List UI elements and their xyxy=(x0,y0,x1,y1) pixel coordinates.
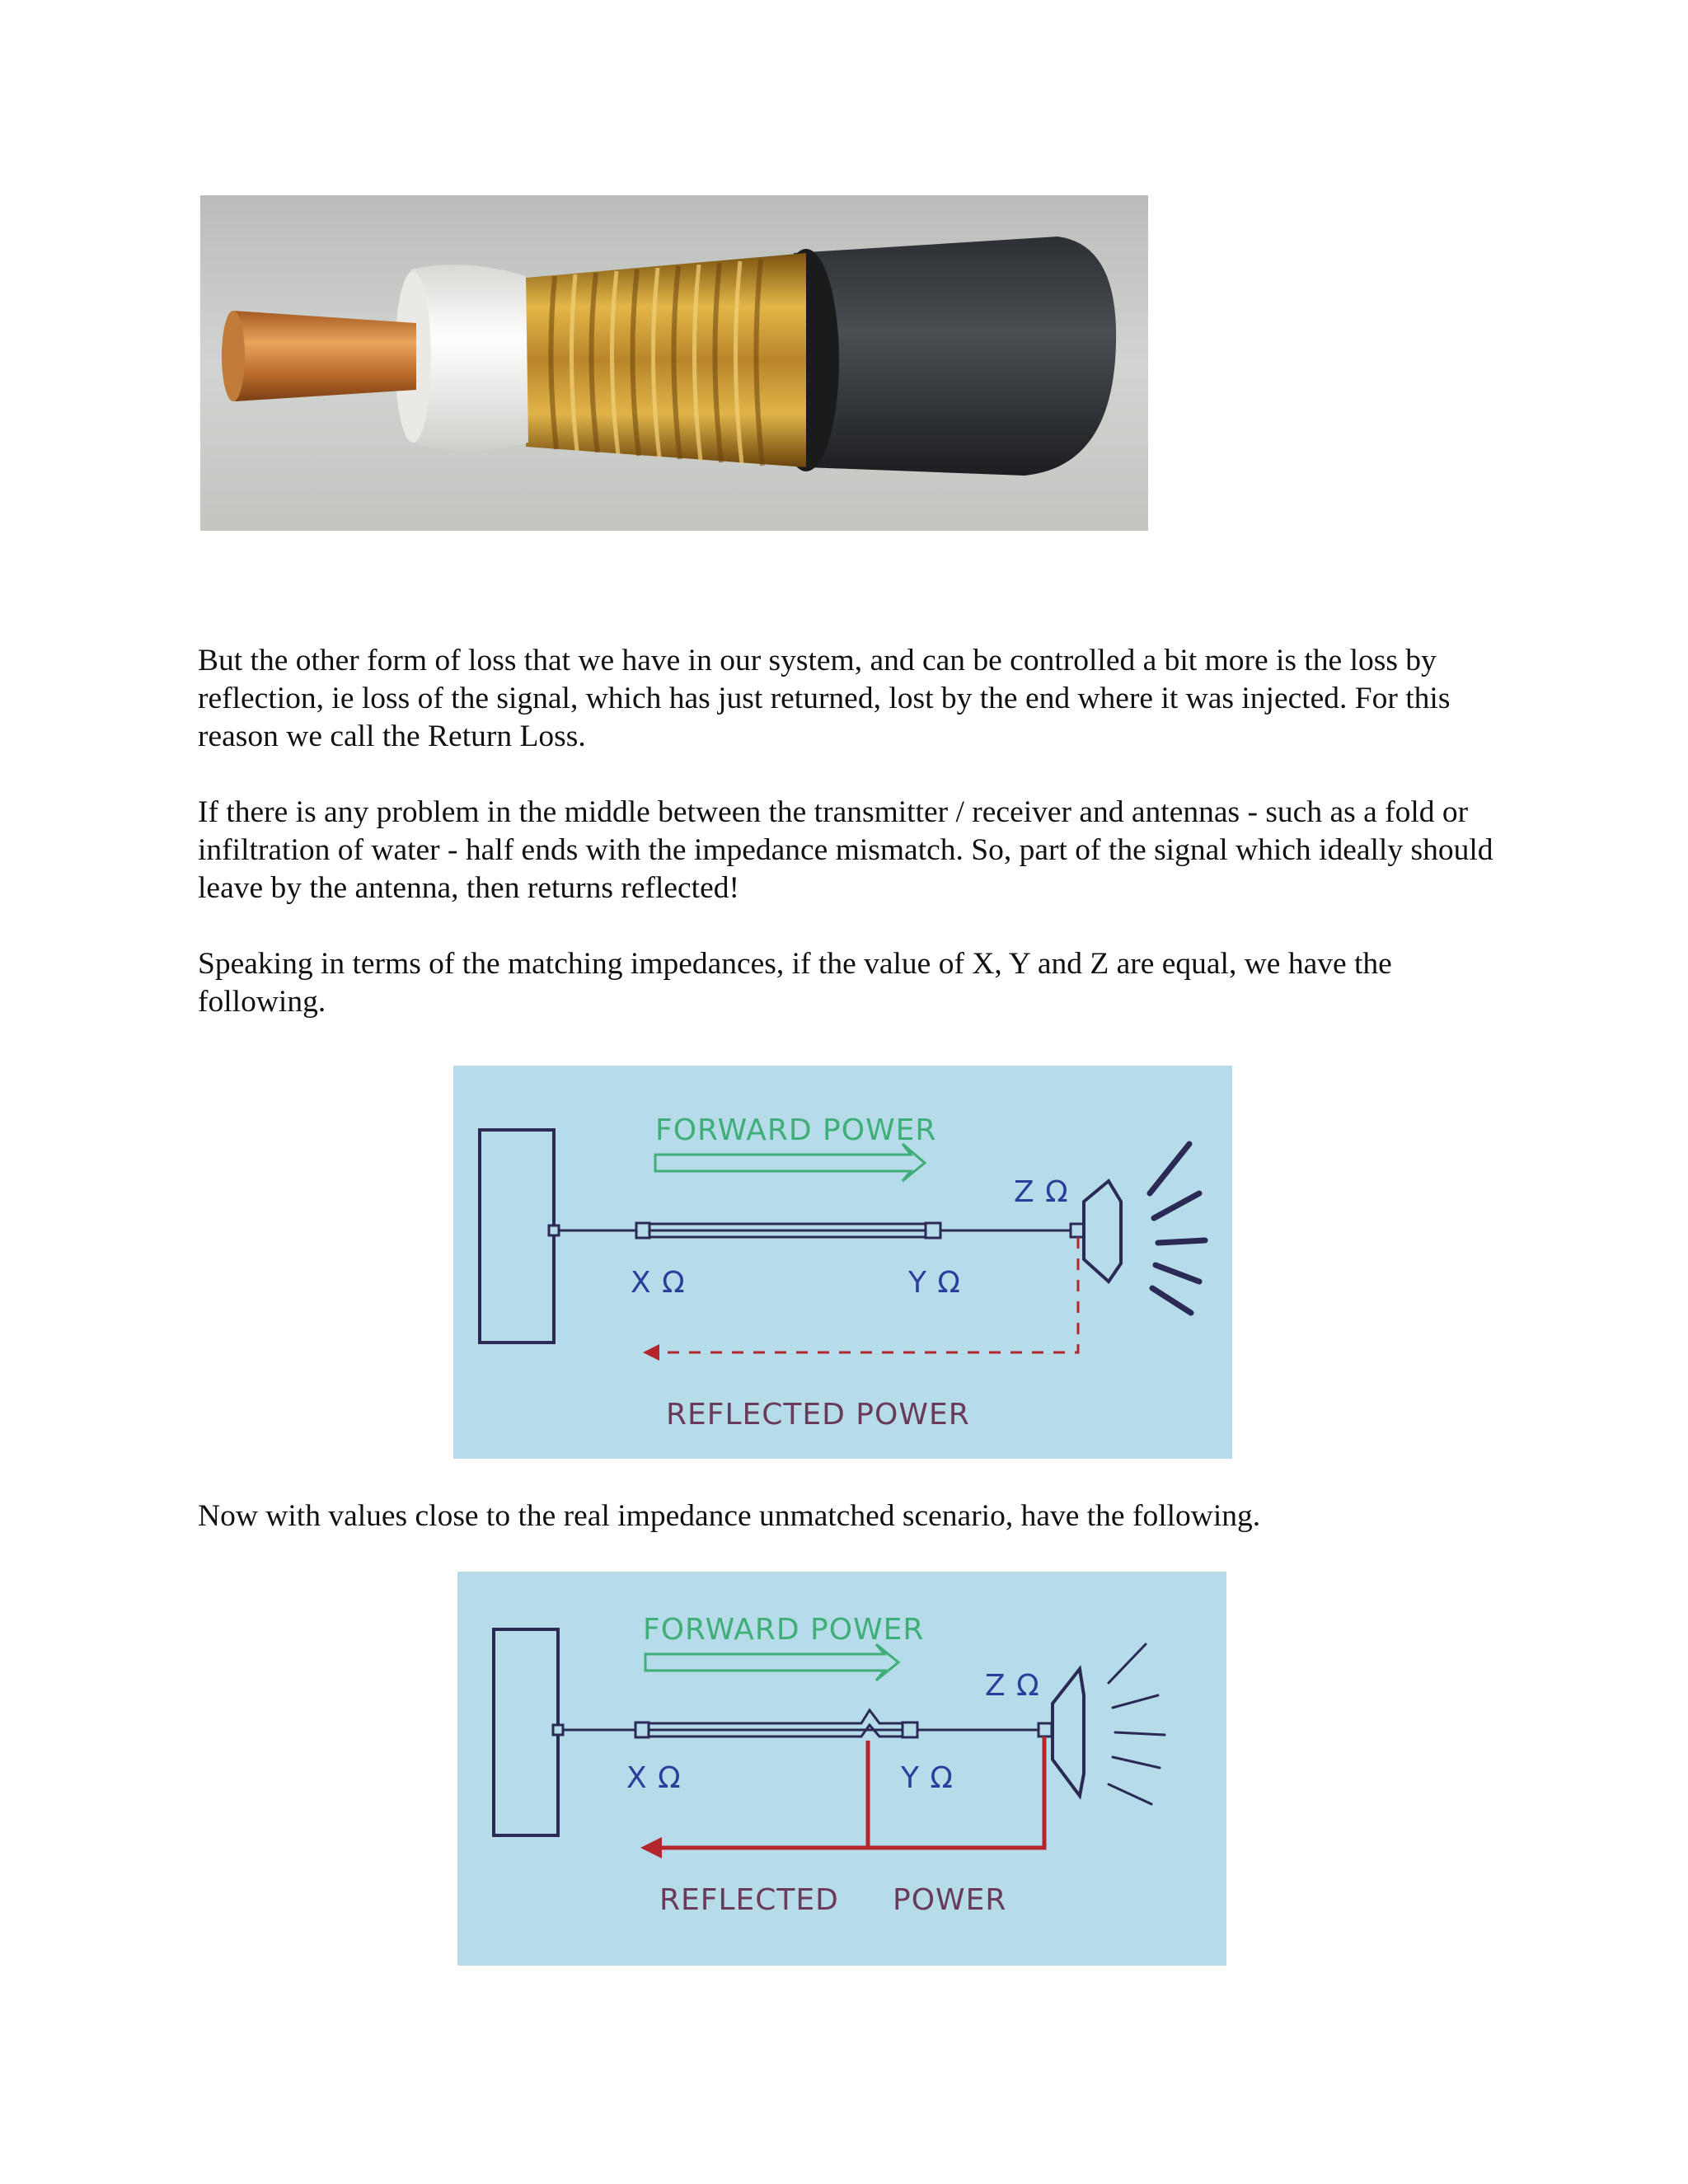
reflected-label-word-2: POWER xyxy=(893,1883,1007,1917)
coax-cable-illustration xyxy=(200,195,1148,531)
impedance-z-label: Z Ω xyxy=(985,1669,1040,1703)
forward-power-label: FORWARD POWER xyxy=(655,1113,937,1147)
reflected-power-path xyxy=(655,1736,1044,1848)
forward-power-label: FORWARD POWER xyxy=(643,1613,925,1647)
paragraph-unmatched: Now with values close to the real impedance unmatched scenario, have the following. xyxy=(198,1499,1261,1533)
antenna-horn xyxy=(1053,1669,1084,1796)
reflected-label-word-1: REFLECTED xyxy=(659,1883,839,1917)
impedance-y-label: Y Ω xyxy=(901,1761,954,1795)
matched-impedance-diagram xyxy=(453,1066,1232,1459)
forward-power-arrow xyxy=(645,1644,898,1680)
reflected-power-path xyxy=(655,1237,1078,1352)
antenna-horn xyxy=(1084,1181,1121,1282)
impedance-x-label: X Ω xyxy=(631,1266,686,1300)
reflected-power-label: REFLECTED POWER xyxy=(666,1398,970,1432)
forward-power-arrow xyxy=(655,1144,925,1181)
transmitter-box xyxy=(480,1130,554,1343)
radiated-signal-arrows xyxy=(1109,1644,1165,1804)
impedance-y-label: Y Ω xyxy=(908,1266,961,1300)
paragraph-return-loss: But the other form of loss that we have in our system, and can be controlled a bit more is the loss by reflection, ie loss of the signal, which has just returned, lost by the end where it was injected. For this reason we call the Return Loss. xyxy=(198,644,1451,753)
transmitter-box xyxy=(494,1629,558,1835)
unmatched-impedance-diagram xyxy=(457,1572,1226,1966)
radiated-signal-arrows xyxy=(1150,1144,1205,1313)
impedance-x-label: X Ω xyxy=(626,1761,682,1795)
coax-cable-kinked xyxy=(640,1710,909,1736)
impedance-z-label: Z Ω xyxy=(1014,1175,1069,1209)
coax-cable-photo xyxy=(200,195,1148,531)
paragraph-matching-impedances: Speaking in terms of the matching impedances, if the value of X, Y and Z are equal, we have the following. xyxy=(198,947,1392,1019)
paragraph-impedance-problem: If there is any problem in the middle between the transmitter / receiver and antennas - such as a fold or infiltration of water - half ends with the impedance mismatch. So, part of the signal which ideally should leave by the antenna, then returns reflected! xyxy=(198,795,1493,905)
